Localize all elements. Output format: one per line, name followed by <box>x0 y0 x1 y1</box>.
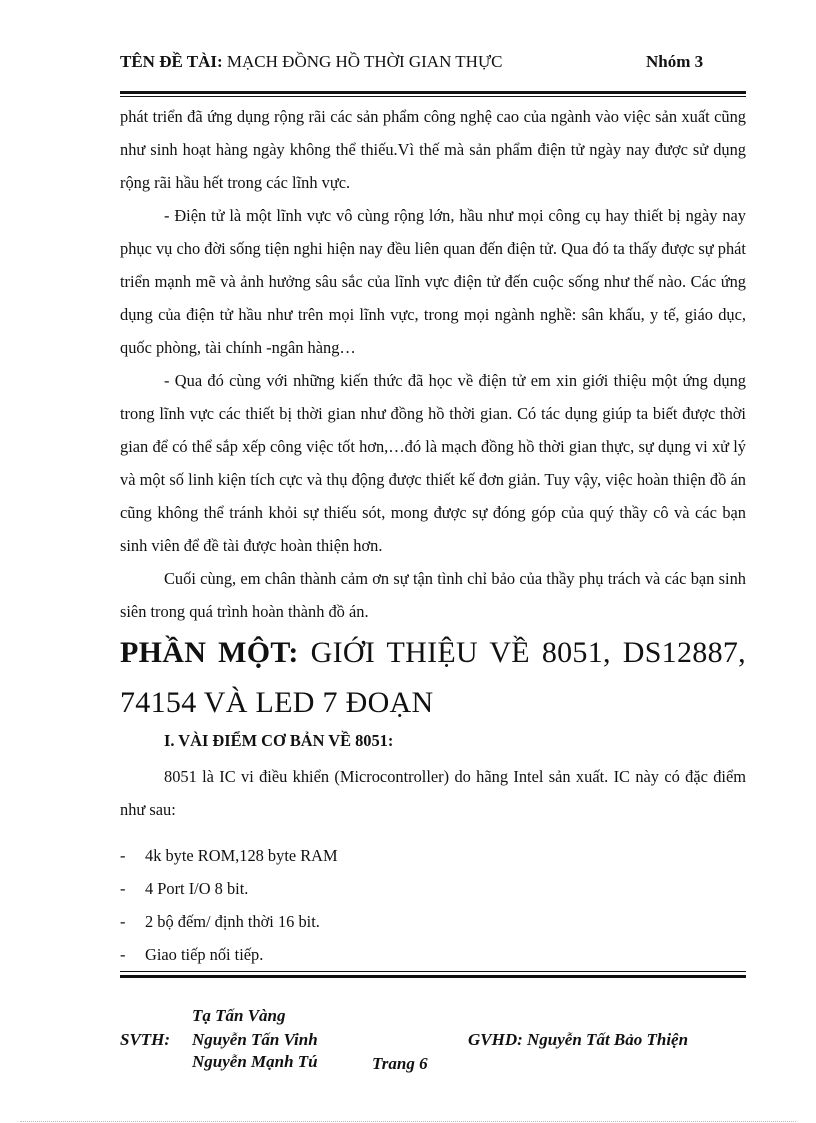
header-rule <box>120 91 746 94</box>
page-footer <box>120 1000 746 1080</box>
footer-rule <box>120 975 746 978</box>
bullet-text: 4k byte ROM,128 byte RAM <box>145 846 338 865</box>
bullet-text: Giao tiếp nối tiếp. <box>145 945 264 964</box>
bullet-dash: - <box>120 846 126 865</box>
bullet-dash: - <box>120 879 126 898</box>
paragraph-2: - Điện tử là một lĩnh vực vô cùng rộng lớn, hầu như mọi công cụ hay thiết bị ngày nay phục vụ cho đời sống tiện nghi hiện nay đều liên quan đến điện tử. Qua đó ta thấy được sự phát triển mạnh mẽ và ảnh hưởng sâu sắc của lĩnh vực điện tử đến cuộc sống như thế nào. Các ứng dụng của điện tử hầu như trên mọi lĩnh vực, trong mọi ngành nghề: sân khấu, y tế, giáo dục, quốc phòng, tài chính -ngân hàng… <box>120 206 746 357</box>
list-item <box>120 938 746 971</box>
section-intro <box>120 760 746 826</box>
title-text: MẠCH ĐỒNG HỒ THỜI GIAN THỰC <box>222 52 503 71</box>
bullet-dash: - <box>120 945 126 964</box>
student-name: Tạ Tấn Vàng <box>192 1006 286 1025</box>
student-name: Nguyễn Tấn Vinh <box>192 1030 318 1049</box>
paragraph-4: Cuối cùng, em chân thành cảm ơn sự tận tình chỉ bảo của thầy phụ trách và các bạn sinh siên trong quá trình hoàn thành đồ án. <box>120 569 746 621</box>
bullet-dash: - <box>120 912 126 931</box>
feature-list <box>120 839 746 971</box>
intro-paragraph: 8051 là IC vi điều khiển (Microcontroller) do hãng Intel sản xuất. IC này có đặc điểm như sau: <box>120 767 746 819</box>
list-item <box>120 872 746 905</box>
footer-rule-thin <box>120 971 746 972</box>
student-name: Nguyễn Mạnh Tú <box>192 1052 318 1071</box>
svth-label: SVTH: <box>120 1030 171 1049</box>
advisor: GVHD: Nguyễn Tất Bảo Thiện <box>468 1030 689 1049</box>
paragraph-1: phát triển đã ứng dụng rộng rãi các sản phẩm công nghệ cao của ngành vào việc sản xuất cũng như sinh hoạt hàng ngày không thể thiếu.Vì thế mà sản phẩm điện tử ngày nay được sử dụng rộng rãi hầu hết trong các lĩnh vực. <box>120 107 746 192</box>
document-title <box>120 52 503 72</box>
title-label: TÊN ĐỀ TÀI: <box>120 52 223 71</box>
intro-body <box>120 100 746 628</box>
header-rule-thin <box>120 96 746 97</box>
bullet-text: 2 bộ đếm/ định thời 16 bit. <box>145 912 320 931</box>
section-subheading: I. VÀI ĐIỂM CƠ BẢN VỀ 8051: <box>164 731 394 750</box>
paragraph-3: - Qua đó cùng với những kiến thức đã học về điện tử em xin giới thiệu một ứng dụng trong lĩnh vực các thiết bị thời gian như đồng hồ thời gian. Có tác dụng giúp ta biết được thời gian để có thể sắp xếp công việc tốt hơn,…đó là mạch đồng hồ thời gian thực, sự dụng vi xử lý và một số linh kiện tích cực và thụ động được thiết kế đơn giản. Tuy vậy, việc hoàn thiện đồ án cũng không thể tránh khỏi sự thiếu sót, mong được sự đóng góp của quý thầy cô và các bạn sinh viên để đề tài được hoàn thiện hơn. <box>120 371 746 555</box>
part-heading <box>120 628 746 728</box>
group-label: Nhóm 3 <box>646 52 704 71</box>
part-title: GIỚI THIỆU VỀ 8051, DS12887, 74154 VÀ LED 7 ĐOẠN <box>120 636 746 719</box>
part-label: PHẦN MỘT: <box>120 636 299 669</box>
list-item <box>120 905 746 938</box>
page-number: Trang 6 <box>372 1054 428 1073</box>
page-bottom-divider <box>20 1121 796 1122</box>
bullet-text: 4 Port I/O 8 bit. <box>145 879 249 898</box>
page-header <box>120 52 720 78</box>
list-item <box>120 839 746 872</box>
